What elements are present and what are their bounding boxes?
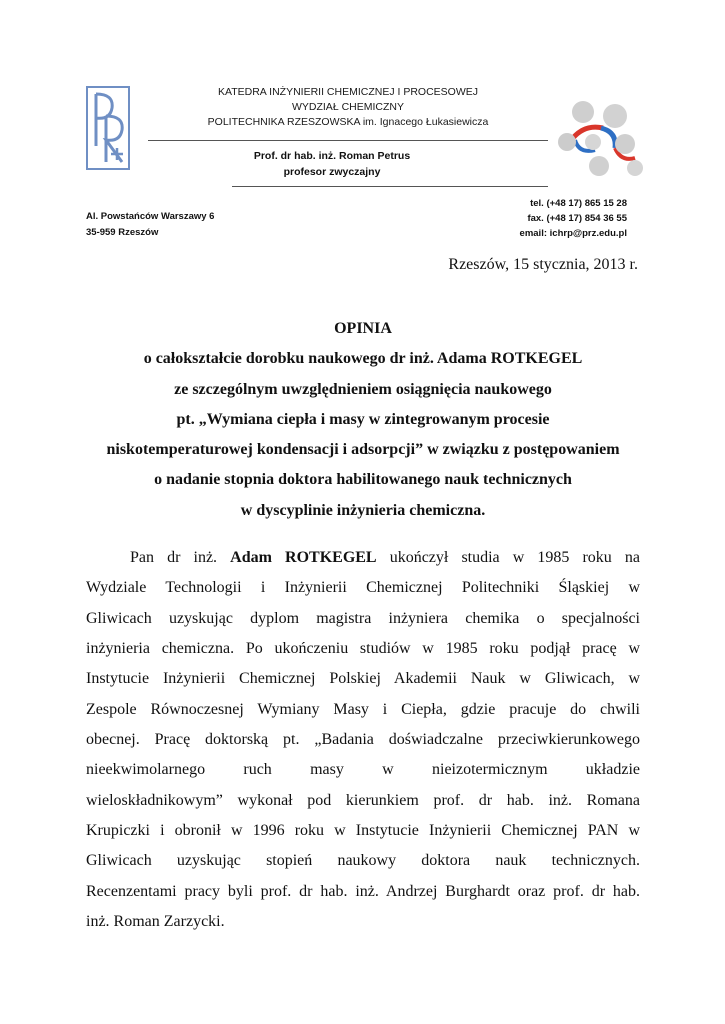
document-title-block [86, 314, 640, 526]
paragraph-line: obecnej. Pracę doktorską pt. „Badania doświadczalne przeciwkierunkowego [86, 731, 640, 749]
place-and-date: Rzeszów, 15 stycznia, 2013 r. [448, 256, 638, 273]
paragraph-line: Gliwicach uzyskując dyplom magistra inżyniera chemika o specjalności [86, 609, 640, 627]
letterhead-university: POLITECHNIKA RZESZOWSKA im. Ignacego Łukasiewicza [207, 116, 489, 128]
department-logo [555, 98, 645, 178]
paragraph-line: Gliwicach uzyskując stopień naukowy doktora nauk technicznych. [86, 852, 640, 870]
title-line: pt. „Wymiana ciepła i masy w zintegrowanym procesie [176, 410, 550, 428]
letterhead-divider [148, 140, 548, 141]
letterhead-divider-2 [232, 186, 548, 187]
paragraph-line: Pan dr inż. Adam ROTKEGEL ukończył studia w 1985 roku na [130, 549, 641, 566]
contact-email: email: ichrp@prz.edu.pl [519, 228, 627, 239]
candidate-name: Adam ROTKEGEL [230, 549, 377, 566]
paragraph-line: Zespole Równoczesnej Wymiany Masy i Ciepła, gdzie pracuje do chwili [86, 700, 640, 718]
contact-fax: fax. (+48 17) 854 36 55 [527, 213, 627, 224]
title-line: o całokształcie dorobku naukowego dr inż. Adama ROTKEGEL [143, 350, 583, 368]
paragraph-line: Krupiczki i obronił w 1996 roku w Instytucie Inżynierii Chemicznej PAN w [86, 822, 640, 840]
title-line: o nadanie stopnia doktora habilitowanego nauk technicznych [154, 471, 572, 489]
paragraph-line: wieloskładnikowym” wykonał pod kierunkiem prof. dr hab. inż. Romana [86, 791, 640, 809]
letterhead-faculty: WYDZIAŁ CHEMICZNY [291, 101, 404, 113]
paragraph-line: inżynieria chemiczna. Po ukończeniu studiów w 1985 roku podjął pracę w [86, 640, 640, 658]
letterhead-author-position: profesor zwyczajny [283, 166, 381, 178]
title-line: w dyscyplinie inżynieria chemiczna. [240, 501, 486, 519]
address-city: 35-959 Rzeszów [86, 227, 159, 238]
title-line: ze szczególnym uwzględnieniem osiągnięcia naukowego [174, 380, 552, 398]
document-heading: OPINIA [334, 320, 392, 337]
title-line: niskotemperaturowej kondensacji i adsorpcji” w związku z postępowaniem [106, 441, 620, 459]
letterhead-department: KATEDRA INŻYNIERII CHEMICZNEJ I PROCESOWEJ [218, 86, 478, 98]
paragraph-line: nieekwimolarnego ruch masy w nieizotermicznym układzie [86, 761, 640, 779]
letterhead-author-name: Prof. dr hab. inż. Roman Petrus [253, 150, 411, 162]
university-logo [86, 86, 130, 170]
body-paragraph [86, 543, 640, 937]
contact-phone: tel. (+48 17) 865 15 28 [530, 198, 627, 209]
paragraph-line: Wydziale Technologii i Inżynierii Chemicznej Politechniki Śląskiej w [86, 579, 640, 597]
paragraph-line: inż. Roman Zarzycki. [86, 913, 225, 931]
address-street: Al. Powstańców Warszawy 6 [86, 211, 215, 222]
paragraph-line: Recenzentami pracy byli prof. dr hab. inż. Andrzej Burghardt oraz prof. dr hab. [86, 882, 640, 900]
paragraph-line: Instytucie Inżynierii Chemicznej Polskiej Akademii Nauk w Gliwicach, w [86, 670, 640, 688]
